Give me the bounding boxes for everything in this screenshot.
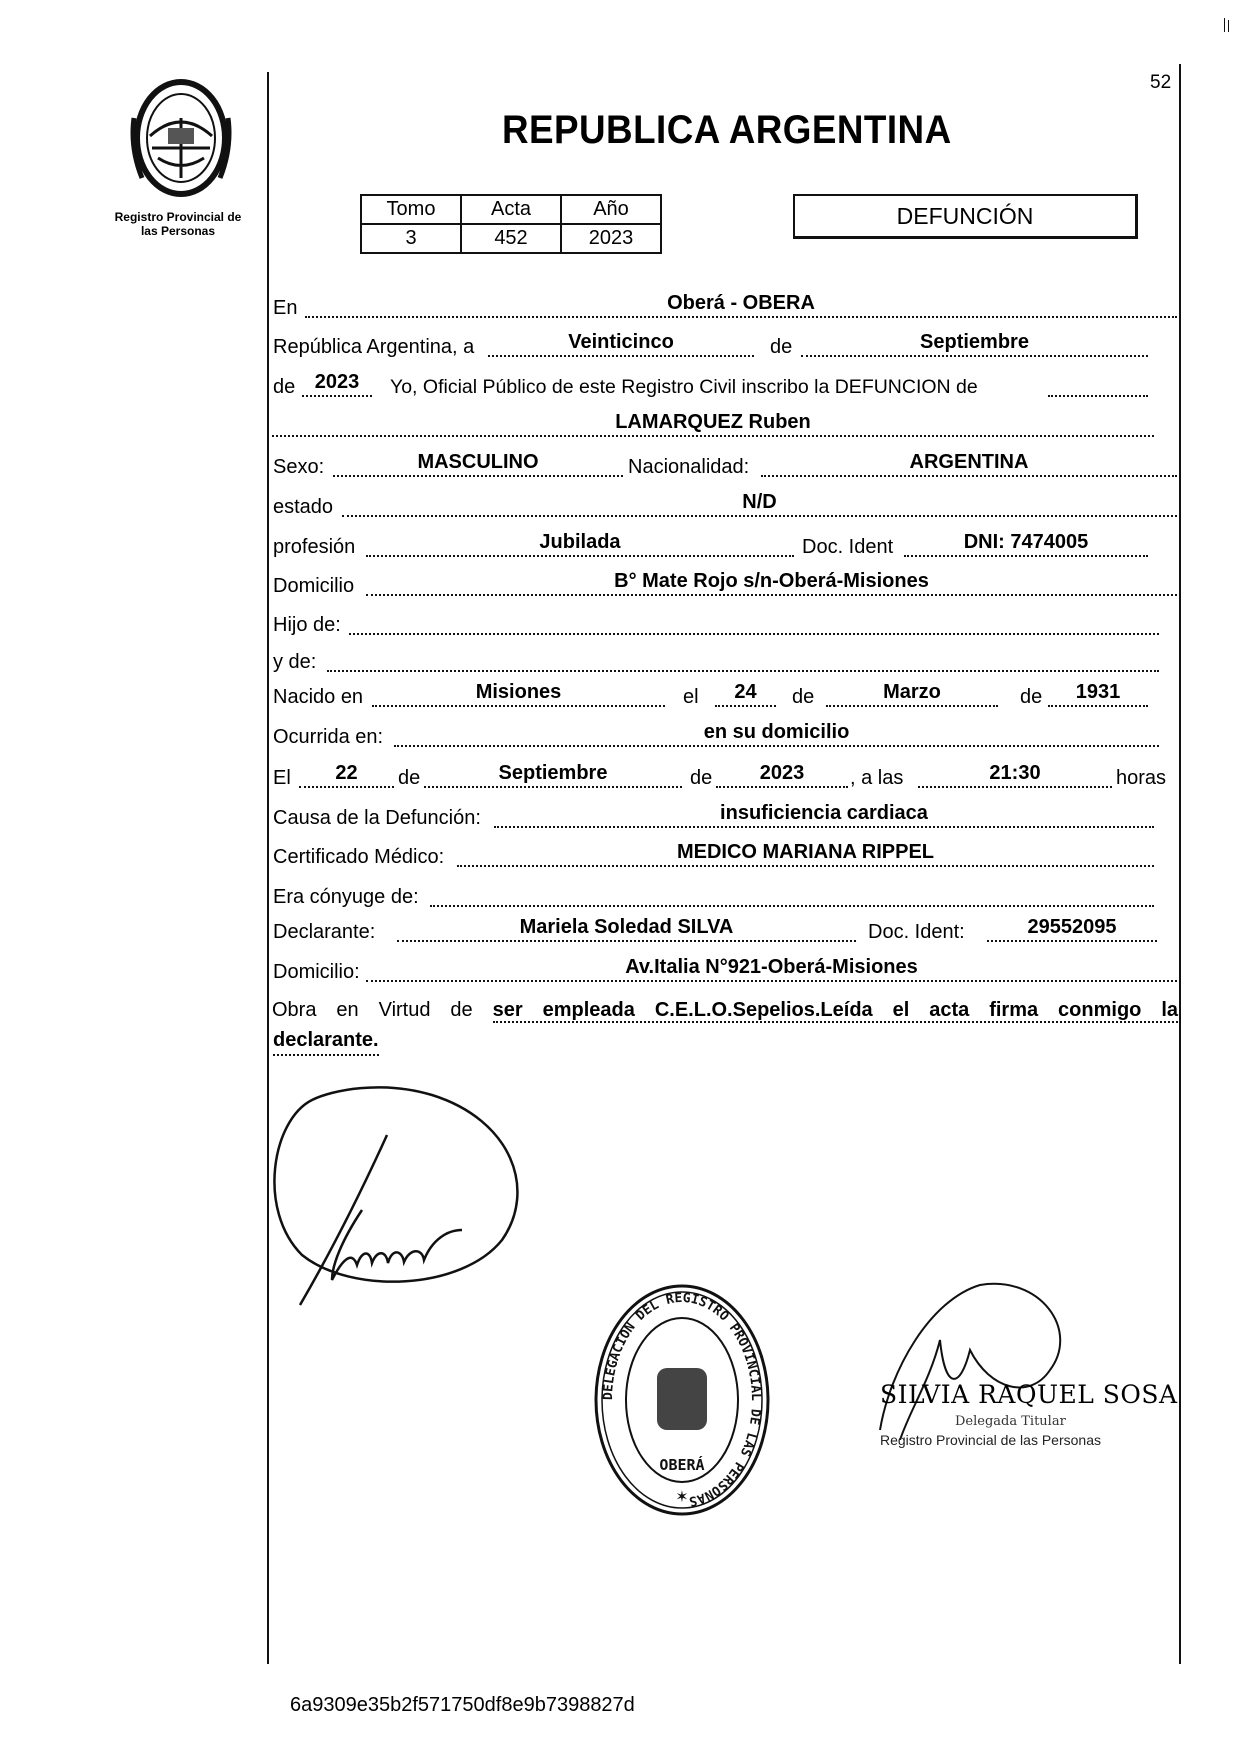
label-profesion: profesión <box>273 536 356 558</box>
field-domicilio: B° Mate Rojo s/n-Oberá-Misiones <box>366 568 1177 596</box>
field-nacido-mes: Marzo <box>826 679 998 707</box>
header-acta: Acta <box>461 195 561 224</box>
label-de: de <box>1020 686 1043 708</box>
label-de: de <box>273 376 296 398</box>
document-hash: 6a9309e35b2f571750df8e9b7398827d <box>290 1694 635 1716</box>
label-domicilio: Domicilio <box>273 575 355 597</box>
left-margin-line <box>267 72 269 1664</box>
value-acta: 452 <box>461 224 561 253</box>
label-de: de <box>792 686 815 708</box>
signatory-role: Delegada Titular <box>955 1414 1066 1429</box>
label-hijo-de: Hijo de: <box>273 614 341 636</box>
field-nacionalidad: ARGENTINA <box>761 449 1177 477</box>
label-certificado: Certificado Médico: <box>273 846 445 868</box>
page-number: 52 <box>1150 72 1172 93</box>
field-nacido-lugar: Misiones <box>372 679 665 707</box>
field-defuncion-mes: Septiembre <box>424 760 682 788</box>
record-type-box: DEFUNCIÓN <box>793 194 1138 239</box>
field-doc-ident: DNI: 7474005 <box>904 529 1148 557</box>
field-ocurrida-en: en su domicilio <box>394 719 1159 747</box>
stamp-city: OBERÁ <box>659 1456 705 1474</box>
label-de: de <box>690 767 713 789</box>
field-profesion: Jubilada <box>366 529 794 557</box>
label-nacionalidad: Nacionalidad: <box>628 456 750 478</box>
logo-caption <box>98 210 258 238</box>
label-causa: Causa de la Defunción: <box>273 807 481 829</box>
logo-caption-line: Registro Provincial de <box>114 210 242 224</box>
field-obra-cont: declarante. <box>273 1026 379 1056</box>
field-estado: N/D <box>342 489 1177 517</box>
field-declarante: Mariela Soledad SILVA <box>397 914 856 942</box>
label-declarante-doc: Doc. Ident: <box>868 921 965 943</box>
label-el: El <box>273 767 291 789</box>
stamp-ring-text: DELEGACION DEL REGISTRO PROVINCIAL DE LAS PERSONAS <box>600 1290 764 1509</box>
logo-caption-line: las Personas <box>140 224 216 238</box>
document-title: REPUBLICA ARGENTINA <box>501 108 952 152</box>
value-anio: 2023 <box>561 224 661 253</box>
field-hijo-de <box>349 607 1159 635</box>
label-republica: República Argentina, a <box>273 336 475 358</box>
obra-en-virtud <box>272 996 1178 1024</box>
label-estado: estado <box>273 496 334 518</box>
label-sexo: Sexo: <box>273 456 325 478</box>
declarant-signature <box>262 1080 542 1325</box>
signatory-name: SILVIA RAQUEL SOSA <box>880 1380 1178 1409</box>
header-anio: Año <box>561 195 661 224</box>
field-lugar: Oberá - OBERA <box>305 290 1177 318</box>
label-obra: Obra en Virtud de <box>272 999 473 1021</box>
right-margin-line <box>1179 64 1181 1664</box>
label-nacido-en: Nacido en <box>273 686 364 708</box>
label-declarante: Declarante: <box>273 921 376 943</box>
field-nombre-fallecido: LAMARQUEZ Ruben <box>272 409 1154 437</box>
field-causa: insuficiencia cardiaca <box>494 800 1154 828</box>
label-de: de <box>398 767 421 789</box>
label-horas: horas <box>1116 767 1167 789</box>
tomo-acta-table <box>360 194 662 254</box>
inscribo-text: Yo, Oficial Público de este Registro Civil inscribo la DEFUNCION de <box>390 376 978 398</box>
field-nacido-anio: 1931 <box>1048 679 1148 707</box>
field-nacido-dia: 24 <box>715 679 776 707</box>
field-blank <box>1048 369 1148 397</box>
scan-mark <box>1228 20 1229 32</box>
value-tomo: 3 <box>361 224 461 253</box>
field-conyuge <box>430 879 1154 907</box>
label-a-las: , a las <box>850 767 904 789</box>
field-certificado: MEDICO MARIANA RIPPEL <box>457 839 1154 867</box>
scan-mark <box>1224 18 1225 32</box>
field-defuncion-anio: 2023 <box>716 760 848 788</box>
official-stamp <box>592 1280 772 1525</box>
label-doc-ident: Doc. Ident <box>802 536 894 558</box>
field-defuncion-dia: 22 <box>299 760 394 788</box>
field-mes: Septiembre <box>801 329 1148 357</box>
field-defuncion-hora: 21:30 <box>918 760 1112 788</box>
label-ocurrida-en: Ocurrida en: <box>273 726 384 748</box>
field-anio: 2023 <box>302 369 372 397</box>
label-de: de <box>770 336 793 358</box>
label-conyuge: Era cónyuge de: <box>273 886 419 908</box>
svg-text:✶: ✶ <box>675 1489 689 1506</box>
field-sexo: MASCULINO <box>333 449 623 477</box>
field-dia: Veinticinco <box>488 329 754 357</box>
label-declarante-domicilio: Domicilio: <box>273 961 360 983</box>
label-el: el <box>683 686 699 708</box>
field-declarante-domicilio: Av.Italia N°921-Oberá-Misiones <box>366 954 1177 982</box>
field-declarante-doc: 29552095 <box>987 914 1157 942</box>
header-tomo: Tomo <box>361 195 461 224</box>
field-obra: ser empleada C.E.L.O.Sepelios.Leída el acta firma conmigo la <box>492 999 1179 1021</box>
field-y-de <box>327 644 1159 672</box>
label-en: En <box>273 297 298 319</box>
signatory-org: Registro Provincial de las Personas <box>880 1432 1101 1448</box>
label-y-de: y de: <box>273 651 317 673</box>
